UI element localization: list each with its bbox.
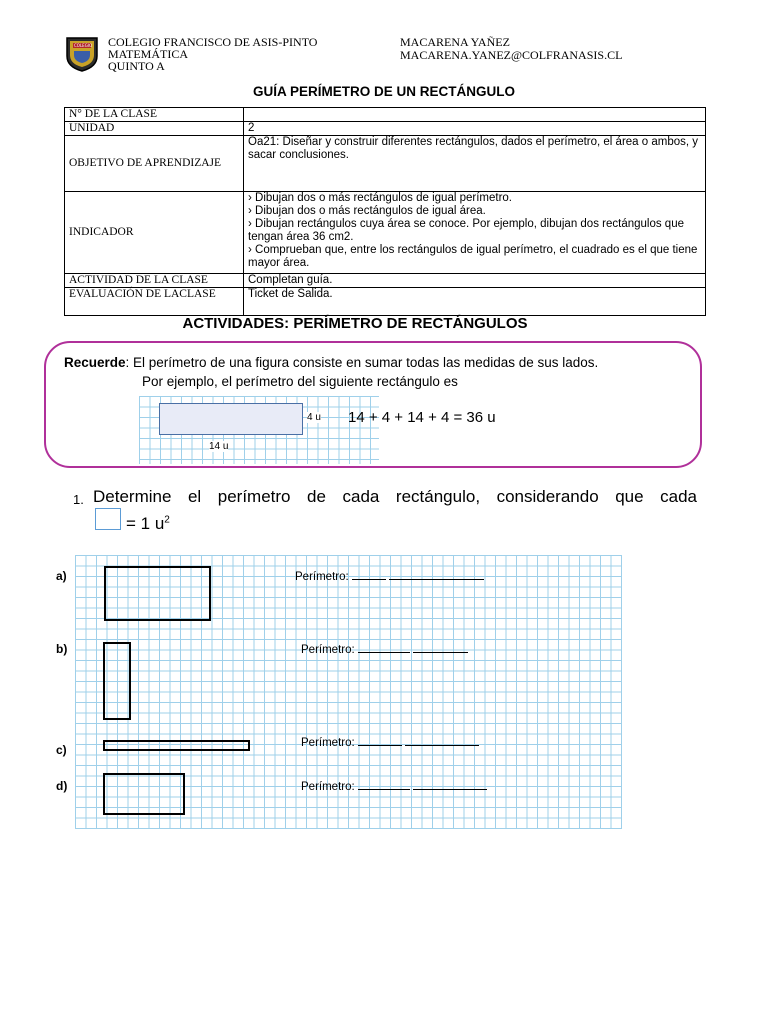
answer-blank[interactable] [405, 735, 479, 746]
table-row [65, 108, 706, 122]
perimeter-label: Perímetro: [301, 644, 355, 656]
unit-square [95, 508, 121, 530]
example-bottom-label: 14 u [209, 441, 229, 452]
example-rectangle [159, 403, 303, 435]
item-d-label: d) [56, 779, 68, 793]
perimeter-c [301, 735, 479, 749]
answer-blank[interactable] [358, 779, 410, 790]
rectangle-b [103, 642, 131, 720]
page-title: GUÍA PERÍMETRO DE UN RECTÁNGULO [252, 84, 515, 99]
indicator-list [244, 192, 706, 274]
perimeter-a [295, 569, 484, 583]
answer-blank[interactable] [413, 642, 468, 653]
row-label: UNIDAD [65, 122, 244, 136]
row-label: EVALUACIÓN DE LACLASE [65, 288, 244, 316]
answer-blank[interactable] [413, 779, 487, 790]
perimeter-b [301, 642, 468, 656]
logo-text: COLEGIO [74, 43, 93, 48]
school-logo [65, 36, 99, 72]
subject: MATEMÁTICA [108, 47, 188, 61]
item-a-label: a) [56, 569, 67, 583]
row-value: Oa21: Diseñar y construir diferentes rectángulos, dados el perímetro, el área o ambos, y sacar conclusiones. [244, 136, 706, 192]
indicator-item: › Dibujan dos o más rectángulos de igual área. [248, 205, 486, 217]
perimeter-d [301, 779, 487, 793]
item-c-label: c) [56, 743, 67, 757]
perimeter-label: Perímetro: [301, 737, 355, 749]
row-value: Ticket de Salida. [244, 288, 706, 316]
question-number: 1. [73, 492, 84, 507]
indicator-item: › Dibujan rectángulos cuya área se conoce. Por ejemplo, dibujan dos rectángulos que tengan área 36 cm2. [248, 218, 684, 243]
table-row [65, 136, 706, 192]
row-label: INDICADOR [65, 192, 244, 274]
row-label: N° DE LA CLASE [65, 108, 244, 122]
answer-blank[interactable] [358, 642, 410, 653]
example-side-label: 4 u [307, 412, 321, 423]
reminder-box [44, 341, 702, 468]
row-value: 2 [244, 122, 706, 136]
table-row [65, 274, 706, 288]
rectangle-c [103, 740, 250, 751]
reminder-line1 [64, 355, 598, 370]
grade: QUINTO A [108, 59, 165, 73]
teacher-email: MACARENA.YANEZ@COLFRANASIS.CL [400, 48, 623, 62]
table-row [65, 288, 706, 316]
row-label: ACTIVIDAD DE LA CLASE [65, 274, 244, 288]
school-name: COLEGIO FRANCISCO DE ASIS-PINTO [108, 35, 318, 49]
item-b-label: b) [56, 642, 68, 656]
table-row [65, 192, 706, 274]
reminder-label: Recuerde [64, 355, 126, 370]
table-row [65, 122, 706, 136]
row-value [244, 108, 706, 122]
answer-blank[interactable] [352, 569, 386, 580]
answer-blank[interactable] [389, 569, 484, 580]
row-value: Completan guía. [244, 274, 706, 288]
school-info [108, 36, 317, 72]
indicator-item: › Comprueban que, entre los rectángulos de igual perímetro, el cuadrado es el que tiene mayor área. [248, 244, 698, 269]
teacher-info [400, 36, 622, 61]
question-text: Determine el perímetro de cada rectángulo, considerando que cada [93, 487, 697, 506]
unit-exponent: 2 [164, 514, 170, 526]
unit-definition [126, 514, 170, 534]
example-equation: 14 + 4 + 14 + 4 = 36 u [348, 409, 496, 426]
indicator-item: › Dibujan dos o más rectángulos de igual perímetro. [248, 192, 513, 204]
answer-blank[interactable] [358, 735, 402, 746]
rectangle-a [104, 566, 211, 621]
class-info-table [64, 107, 706, 316]
rectangle-d [103, 773, 185, 815]
reminder-line2: Por ejemplo, el perímetro del siguiente rectángulo es [142, 374, 458, 389]
reminder-text: : El perímetro de una figura consiste en sumar todas las medidas de sus lados. [125, 355, 599, 370]
perimeter-label: Perímetro: [295, 571, 349, 583]
perimeter-label: Perímetro: [301, 781, 355, 793]
row-label: OBJETIVO DE APRENDIZAJE [65, 136, 244, 192]
unit-text: = 1 u [126, 514, 165, 533]
activities-title: ACTIVIDADES: PERÍMETRO DE RECTÁNGULOS [182, 315, 528, 332]
teacher-name: MACARENA YAÑEZ [400, 35, 510, 49]
